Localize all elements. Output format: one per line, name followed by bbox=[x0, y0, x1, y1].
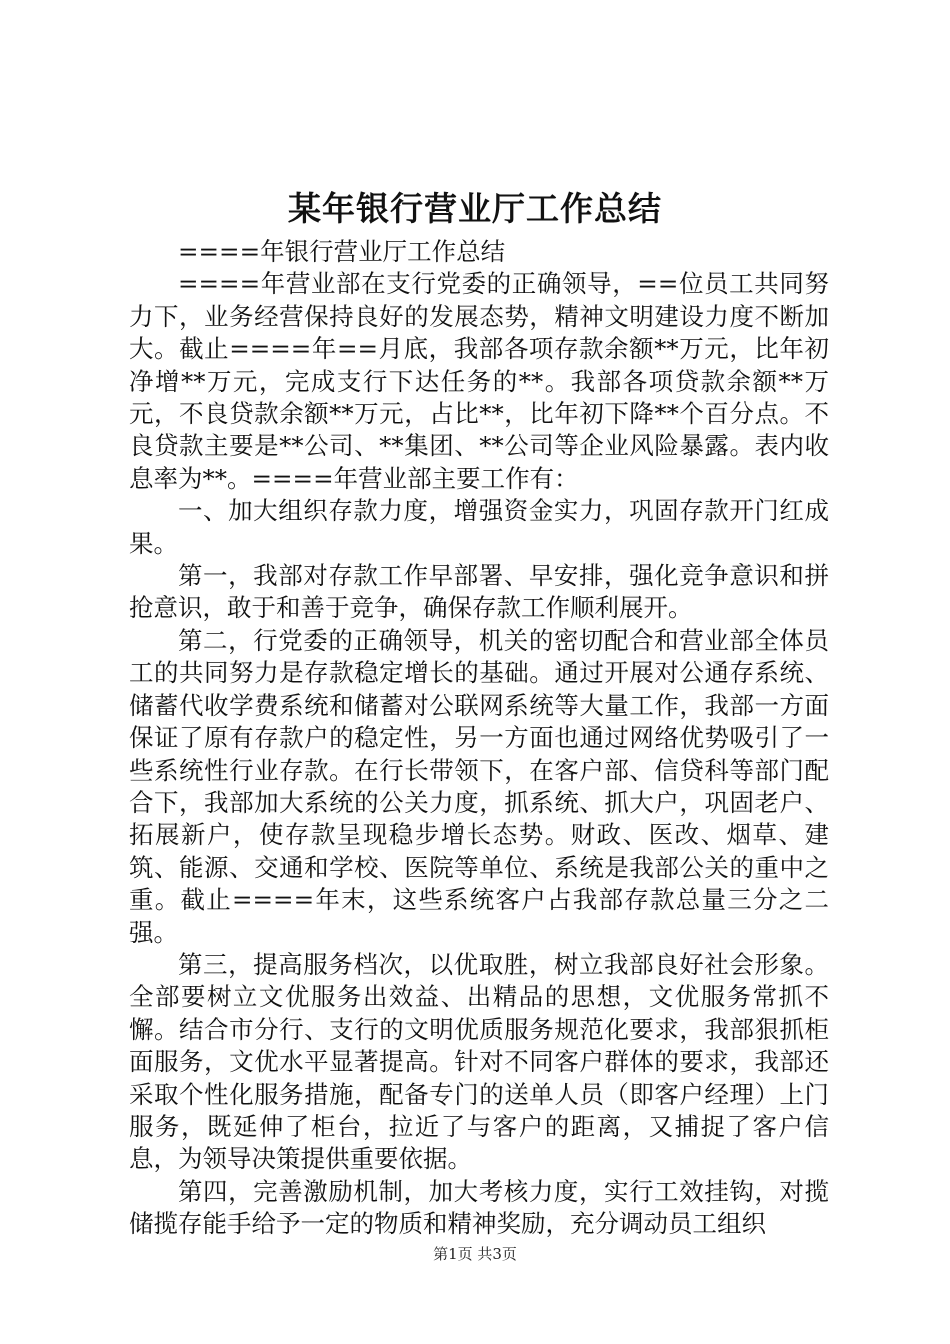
paragraph-section-heading: 一、加大组织存款力度，增强资金实力，巩固存款开门红成果。 bbox=[129, 496, 829, 558]
paragraph-point-4: 第四，完善激励机制，加大考核力度，实行工效挂钩，对揽储揽存能手给予一定的物质和精神奖励，充分调动员工组织 bbox=[129, 1176, 829, 1239]
paragraph-point-1: 第一，我部对存款工作早部署、早安排，强化竞争意识和拼抢意识，敢于和善于竞争，确保存款工作顺利展开。 bbox=[129, 561, 829, 623]
document-title: 某年银行营业厅工作总结 bbox=[288, 189, 662, 228]
paragraph-point-3: 第三，提高服务档次，以优取胜，树立我部良好社会形象。全部要树立文优服务出效益、出精品的思想，文优服务常抓不懈。结合市分行、支行的文明优质服务规范化要求，我部狠抓柜面服务，文优水平显著提高。针对不同客户群体的要求，我部还采取个性化服务措施，配备专门的送单人员（即客户经理）上门服务，既延伸了柜台，拉近了与客户的距离，又捕捉了客户信息，为领导决策提供重要依据。 bbox=[129, 949, 829, 1174]
document-body bbox=[129, 236, 829, 1241]
paragraph-subtitle: ====年银行营业厅工作总结 bbox=[178, 237, 506, 266]
paragraph-intro: ====年营业部在支行党委的正确领导，==位员工共同努力下，业务经营保持良好的发展态势，精神文明建设力度不断加大。截止====年==月底，我部各项存款余额**万元，比年初净增**万元，完成支行下达任务的**。我部各项贷款余额**万元，不良贷款余额**万元，占比**，比年初下降**个百分点。不良贷款主要是**公司、**集团、**公司等企业风险暴露。表内收息率为**。====年营业部主要工作有： bbox=[129, 269, 829, 493]
paragraph-point-2: 第二，行党委的正确领导，机关的密切配合和营业部全体员工的共同努力是存款稳定增长的基础。通过开展对公通存系统、储蓄代收学费系统和储蓄对公联网系统等大量工作，我部一方面保证了原有存款户的稳定性，另一方面也通过网络优势吸引了一些系统性行业存款。在行长带领下，在客户部、信贷科等部门配合下，我部加大系统的公关力度，抓系统、抓大户，巩固老户、拓展新户，使存款呈现稳步增长态势。财政、医改、烟草、建筑、能源、交通和学校、医院等单位、系统是我部公关的重中之重。截止====年末，这些系统客户占我部存款总量三分之二强。 bbox=[129, 625, 829, 947]
page-footer: 第1页 共3页 bbox=[433, 1245, 517, 1263]
